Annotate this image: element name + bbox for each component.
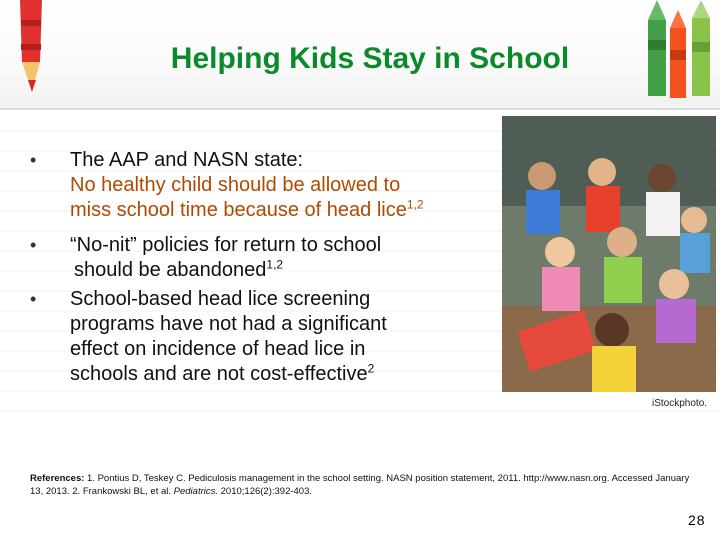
- bullet-icon: •: [30, 150, 37, 170]
- bullet-icon: •: [30, 235, 37, 255]
- bullet-text-line1: School-based head lice screening: [70, 288, 371, 310]
- reference-2-end: 2010;126(2):392-403.: [220, 486, 313, 497]
- bullet-text-line2: programs have not had a significant: [70, 313, 387, 335]
- crayons-icon: [640, 0, 720, 100]
- bullet-subtext-line2: miss school time because of head lice$^{1,2}$: [70, 197, 424, 221]
- bullet-item-aap-nasn: [30, 148, 500, 223]
- page-number: 28: [688, 512, 706, 528]
- bullet-text-line2: should be abandoned$^{1,2}$: [74, 257, 284, 281]
- slide-title: Helping Kids Stay in School: [170, 42, 570, 75]
- reference-2-journal: Pediatrics.: [173, 486, 218, 497]
- crayon-icon: [0, 0, 60, 100]
- reference-2: 2. Frankowski BL, et al.: [72, 486, 171, 497]
- bullet-text-line1: “No-nit” policies for return to school: [70, 234, 382, 256]
- bullet-list: [30, 148, 500, 387]
- bullet-icon: •: [30, 289, 37, 309]
- citation-superscript: 1,2: [406, 197, 424, 212]
- photo-credit: iStockphoto.: [652, 398, 708, 409]
- references-label: References:: [30, 473, 85, 484]
- citation-superscript: 1,2: [266, 257, 284, 272]
- references: [30, 472, 690, 498]
- bullet-text-line3: effect on incidence of head lice in: [70, 338, 366, 360]
- bullet-item-screening: [30, 287, 500, 387]
- title-divider: [0, 108, 720, 110]
- citation-superscript: 2: [367, 361, 375, 376]
- bullet-subtext-line1: No healthy child should be allowed to: [70, 174, 401, 196]
- bullet-text-line4: schools and are not cost-effective$^2$: [70, 361, 375, 385]
- bullet-text: The AAP and NASN state:: [70, 149, 304, 171]
- children-photo: [502, 116, 716, 392]
- bullet-item-no-nit: [30, 233, 500, 283]
- reference-1: 1. Pontius D, Teskey C. Pediculosis management in the school setting. NASN position statement, 2011. http://www.nasn.org. Accessed January 13, 2013.: [30, 473, 690, 497]
